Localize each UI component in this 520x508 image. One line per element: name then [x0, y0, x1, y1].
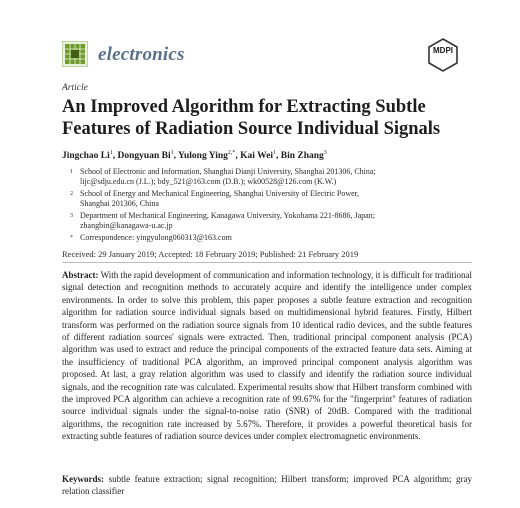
- affiliation-number: 2: [70, 191, 73, 197]
- affiliation-line: lijc@sdju.edu.cn (J.L.); bdy_521@163.com (D.B.); wk00528@126.com (K.W.): [80, 177, 337, 186]
- author-separator: ,: [275, 151, 281, 162]
- keywords-text: subtle feature extraction; signal recognition; Hilbert transform; improved PCA algorithm; gray relation classifier: [62, 474, 473, 497]
- author-name: Dongyuan Bi: [117, 151, 171, 162]
- author-name: Bin Zhang: [280, 151, 324, 162]
- author-name: Jingchao Li: [62, 151, 110, 162]
- divider: [62, 262, 472, 263]
- mdpi-logo-icon: [426, 38, 460, 72]
- correspondence: [70, 233, 470, 243]
- keywords: [62, 473, 472, 498]
- affiliation-number: 1: [70, 169, 73, 175]
- author-affiliation-mark: 3: [323, 150, 327, 156]
- author-affiliation-mark: 2,*: [227, 150, 236, 156]
- affiliation-line: zhangbin@kanagawa-u.ac.jp: [80, 221, 173, 230]
- article-title: An Improved Algorithm for Extracting Subtle Features of Radiation Source Individual Signals: [62, 97, 441, 139]
- affiliation-line: Shanghai 201306, China: [80, 199, 159, 208]
- affiliation-2: [70, 189, 470, 209]
- affiliation-number: *: [70, 235, 73, 241]
- author-separator: ,: [112, 151, 118, 162]
- affiliation-line: Department of Mechanical Engineering, Kanagawa University, Yokohama 221-8686, Japan;: [80, 211, 375, 220]
- affiliation-1: [70, 167, 470, 187]
- keywords-label: Keywords:: [62, 474, 104, 484]
- publisher-name: MDPI: [433, 46, 453, 55]
- abstract-text: With the rapid development of communication and information technology, it is difficult for traditional signal detection and recognition methods to accurately acquire and identify the intelligence under complex environments. In order to solve this problem, this paper proposes a subtle feature extraction and recognition algorithm for radiation source individual signals based on multidimensional hybrid features. Firstly, Hilbert transform was performed on the radiation source signals from 10 identical radio devices, and the subtle features of different radiation sources' signals were extracted. Then, traditional principal component analysis (PCA) algorithm was used to extract and reduce the principal components of the extracted feature data sets. Aiming at the insufficiency of traditional PCA algorithm, an improved principal component analysis algorithm was proposed. At last, a gray relation algorithm was used to classify and identify the radiation source individual signals, and the recognition rate was calculated. Experimental results show that Hilbert transform combined with the improved PCA algorithm can achieve a recognition rate of 99.67% for the "fingerprint" features of radiation source individual signals under the signal-to-noise ratio (SNR) of 20dB. Compared with the traditional algorithms, the recognition rate increased by 5.67%. Therefore, it provides a powerful theoretical basis for extracting subtle features of radiation source devices under complex electromagnetic environments.: [62, 270, 472, 442]
- author-name: Kai Wei: [240, 151, 273, 162]
- journal-logo-icon: [62, 41, 88, 67]
- publication-dates: Received: 29 January 2019; Accepted: 18 February 2019; Published: 21 February 2019: [62, 249, 359, 259]
- journal-name: electronics: [98, 44, 185, 65]
- author-separator: ,: [173, 151, 178, 162]
- author-name: Yulong Ying: [178, 151, 228, 162]
- affiliation-3: [70, 211, 470, 231]
- author-affiliation-mark: 1: [170, 150, 174, 156]
- article-type: Article: [62, 83, 88, 93]
- abstract-label: Abstract:: [62, 270, 99, 280]
- correspondence-line: Correspondence: yingyulong060313@163.com: [80, 233, 232, 242]
- affiliation-line: School of Energy and Mechanical Engineering, Shanghai University of Electric Power,: [80, 189, 360, 198]
- author-affiliation-mark: 1: [109, 150, 113, 156]
- author-list: [62, 150, 327, 161]
- affiliation-line: School of Electronic and Information, Shanghai Dianji University, Shanghai 201306, China;: [80, 167, 376, 176]
- affiliation-number: 3: [70, 213, 73, 219]
- author-affiliation-mark: 1: [272, 150, 276, 156]
- abstract: [62, 269, 472, 443]
- author-separator: ,: [235, 151, 241, 162]
